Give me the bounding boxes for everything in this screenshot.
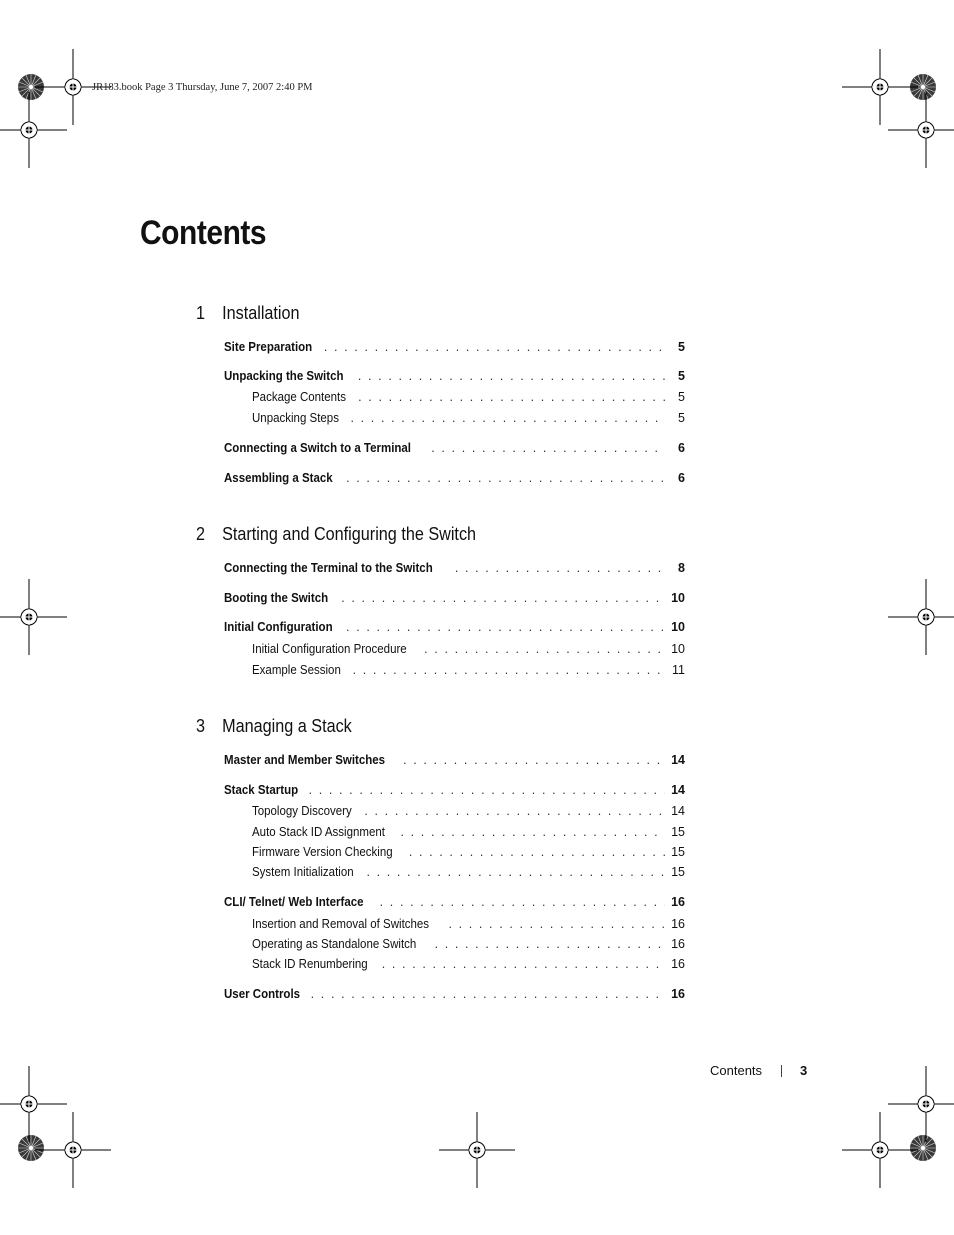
chapter-title: Starting and Configuring the Switch [222,524,477,544]
toc-entry-page: 8 [678,561,685,575]
toc-entry-label: Site Preparation [224,340,313,354]
dot-leader [309,783,665,797]
toc-entry[interactable] [224,561,685,575]
toc-entry-label: Operating as Standalone Switch [252,937,417,951]
toc-entry[interactable] [224,783,685,797]
dot-leader [346,620,665,634]
toc-entry-page: 16 [671,895,685,909]
dot-leader [380,895,665,909]
toc-entry-label: Initial Configuration [224,620,333,634]
toc-entry-page: 14 [671,783,685,797]
dot-leader [424,642,665,656]
toc-entry-page: 5 [678,340,685,354]
print-header-note: JR183.book Page 3 Thursday, June 7, 2007 2:40 PM [92,82,313,93]
toc-entry-page: 10 [671,642,685,656]
toc-entry-page: 5 [678,411,685,425]
dot-leader [435,937,665,951]
footer-divider [781,1065,782,1077]
toc-entry[interactable] [224,471,685,485]
toc-entry-label: Connecting the Terminal to the Switch [224,561,433,575]
toc-entry-page: 14 [671,804,685,818]
toc-entry-label: Stack ID Renumbering [252,957,368,971]
toc-entry[interactable] [252,917,685,931]
dot-leader [364,804,665,818]
footer-section-label: Contents [710,1063,763,1078]
toc-entry[interactable] [252,663,685,677]
dot-leader [431,441,665,455]
dot-leader [401,825,665,839]
chapter-title: Installation [222,303,300,323]
page-footer [710,1063,807,1078]
toc-entry-label: Topology Discovery [252,804,352,818]
toc-entry-page: 11 [672,663,685,677]
toc-entry-label: Insertion and Removal of Switches [252,917,430,931]
chapter-heading [196,716,352,737]
toc-entry-label: Firmware Version Checking [252,845,393,859]
toc-entry-page: 15 [671,845,685,859]
toc-entry[interactable] [252,642,685,656]
dot-leader [403,753,665,767]
toc-entry-page: 10 [671,591,685,605]
crosshair-icon [0,92,67,168]
crosshair-icon [888,1066,954,1142]
toc-entry[interactable] [224,591,685,605]
page-title: Contents [140,214,267,252]
toc-entry-page: 16 [671,957,685,971]
toc-entry-page: 10 [671,620,685,634]
dot-leader [353,663,665,677]
chapter-title: Managing a Stack [222,716,352,736]
toc-entry-page: 14 [671,753,685,767]
chapter-heading [196,524,476,545]
chapter-number: 3 [196,716,206,736]
toc-entry-label: CLI/ Telnet/ Web Interface [224,895,364,909]
dot-leader [311,987,665,1001]
toc-entry[interactable] [224,369,685,383]
dot-leader [346,471,665,485]
dot-leader [351,411,665,425]
crosshair-icon [0,1066,67,1142]
dot-leader [409,845,665,859]
chapter-number: 1 [196,303,206,323]
toc-entry[interactable] [252,957,685,971]
toc-entry-label: Stack Startup [224,783,299,797]
toc-entry-page: 6 [678,471,685,485]
toc-entry-page: 5 [678,390,685,404]
crosshair-icon [35,1112,111,1188]
dot-leader [455,561,665,575]
toc-entry-page: 16 [671,987,685,1001]
toc-entry-label: System Initialization [252,865,354,879]
toc-entry-label: Example Session [252,663,341,677]
toc-entry-label: Auto Stack ID Assignment [252,825,385,839]
toc-entry[interactable] [224,441,685,455]
toc-entry-page: 15 [671,865,685,879]
toc-entry[interactable] [252,804,685,818]
toc-entry-label: User Controls [224,987,301,1001]
toc-entry[interactable] [252,865,685,879]
crosshair-icon [842,49,918,125]
toc-entry-page: 16 [671,917,685,931]
toc-entry[interactable] [252,390,685,404]
crosshair-icon [439,1112,515,1188]
chapter-number: 2 [196,524,206,544]
footer-page-number: 3 [800,1063,808,1078]
crosshair-icon [842,1112,918,1188]
toc-entry-label: Assembling a Stack [224,471,333,485]
toc-entry[interactable] [252,937,685,951]
crosshair-icon [0,579,67,655]
toc-entry[interactable] [224,895,685,909]
toc-entry-label: Unpacking Steps [252,411,339,425]
toc-entry-label: Package Contents [252,390,346,404]
toc-entry-page: 6 [678,441,685,455]
toc-entry-label: Master and Member Switches [224,753,386,767]
dot-leader [366,865,665,879]
toc-entry-page: 15 [671,825,685,839]
dot-leader [382,957,665,971]
toc-entry[interactable] [224,620,685,634]
dot-leader [341,591,665,605]
crosshair-icon [888,92,954,168]
dot-leader [358,369,665,383]
toc-entry[interactable] [252,411,685,425]
toc-entry-label: Connecting a Switch to a Terminal [224,441,412,455]
dot-leader [358,390,665,404]
toc-entry-page: 16 [671,937,685,951]
toc-entry[interactable] [224,340,685,354]
crosshair-icon [888,579,954,655]
star-target-icon [910,1135,936,1161]
toc-entry[interactable] [252,825,685,839]
toc-entry-label: Booting the Switch [224,591,329,605]
chapter-heading [196,303,300,324]
toc-entry-label: Unpacking the Switch [224,369,344,383]
toc-entry-label: Initial Configuration Procedure [252,642,407,656]
dot-leader [448,917,665,931]
toc-entry[interactable] [224,753,685,767]
toc-entry-page: 5 [678,369,685,383]
star-target-icon [18,1135,44,1161]
dot-leader [324,340,665,354]
toc-entry[interactable] [224,987,685,1001]
toc-entry[interactable] [252,845,685,859]
